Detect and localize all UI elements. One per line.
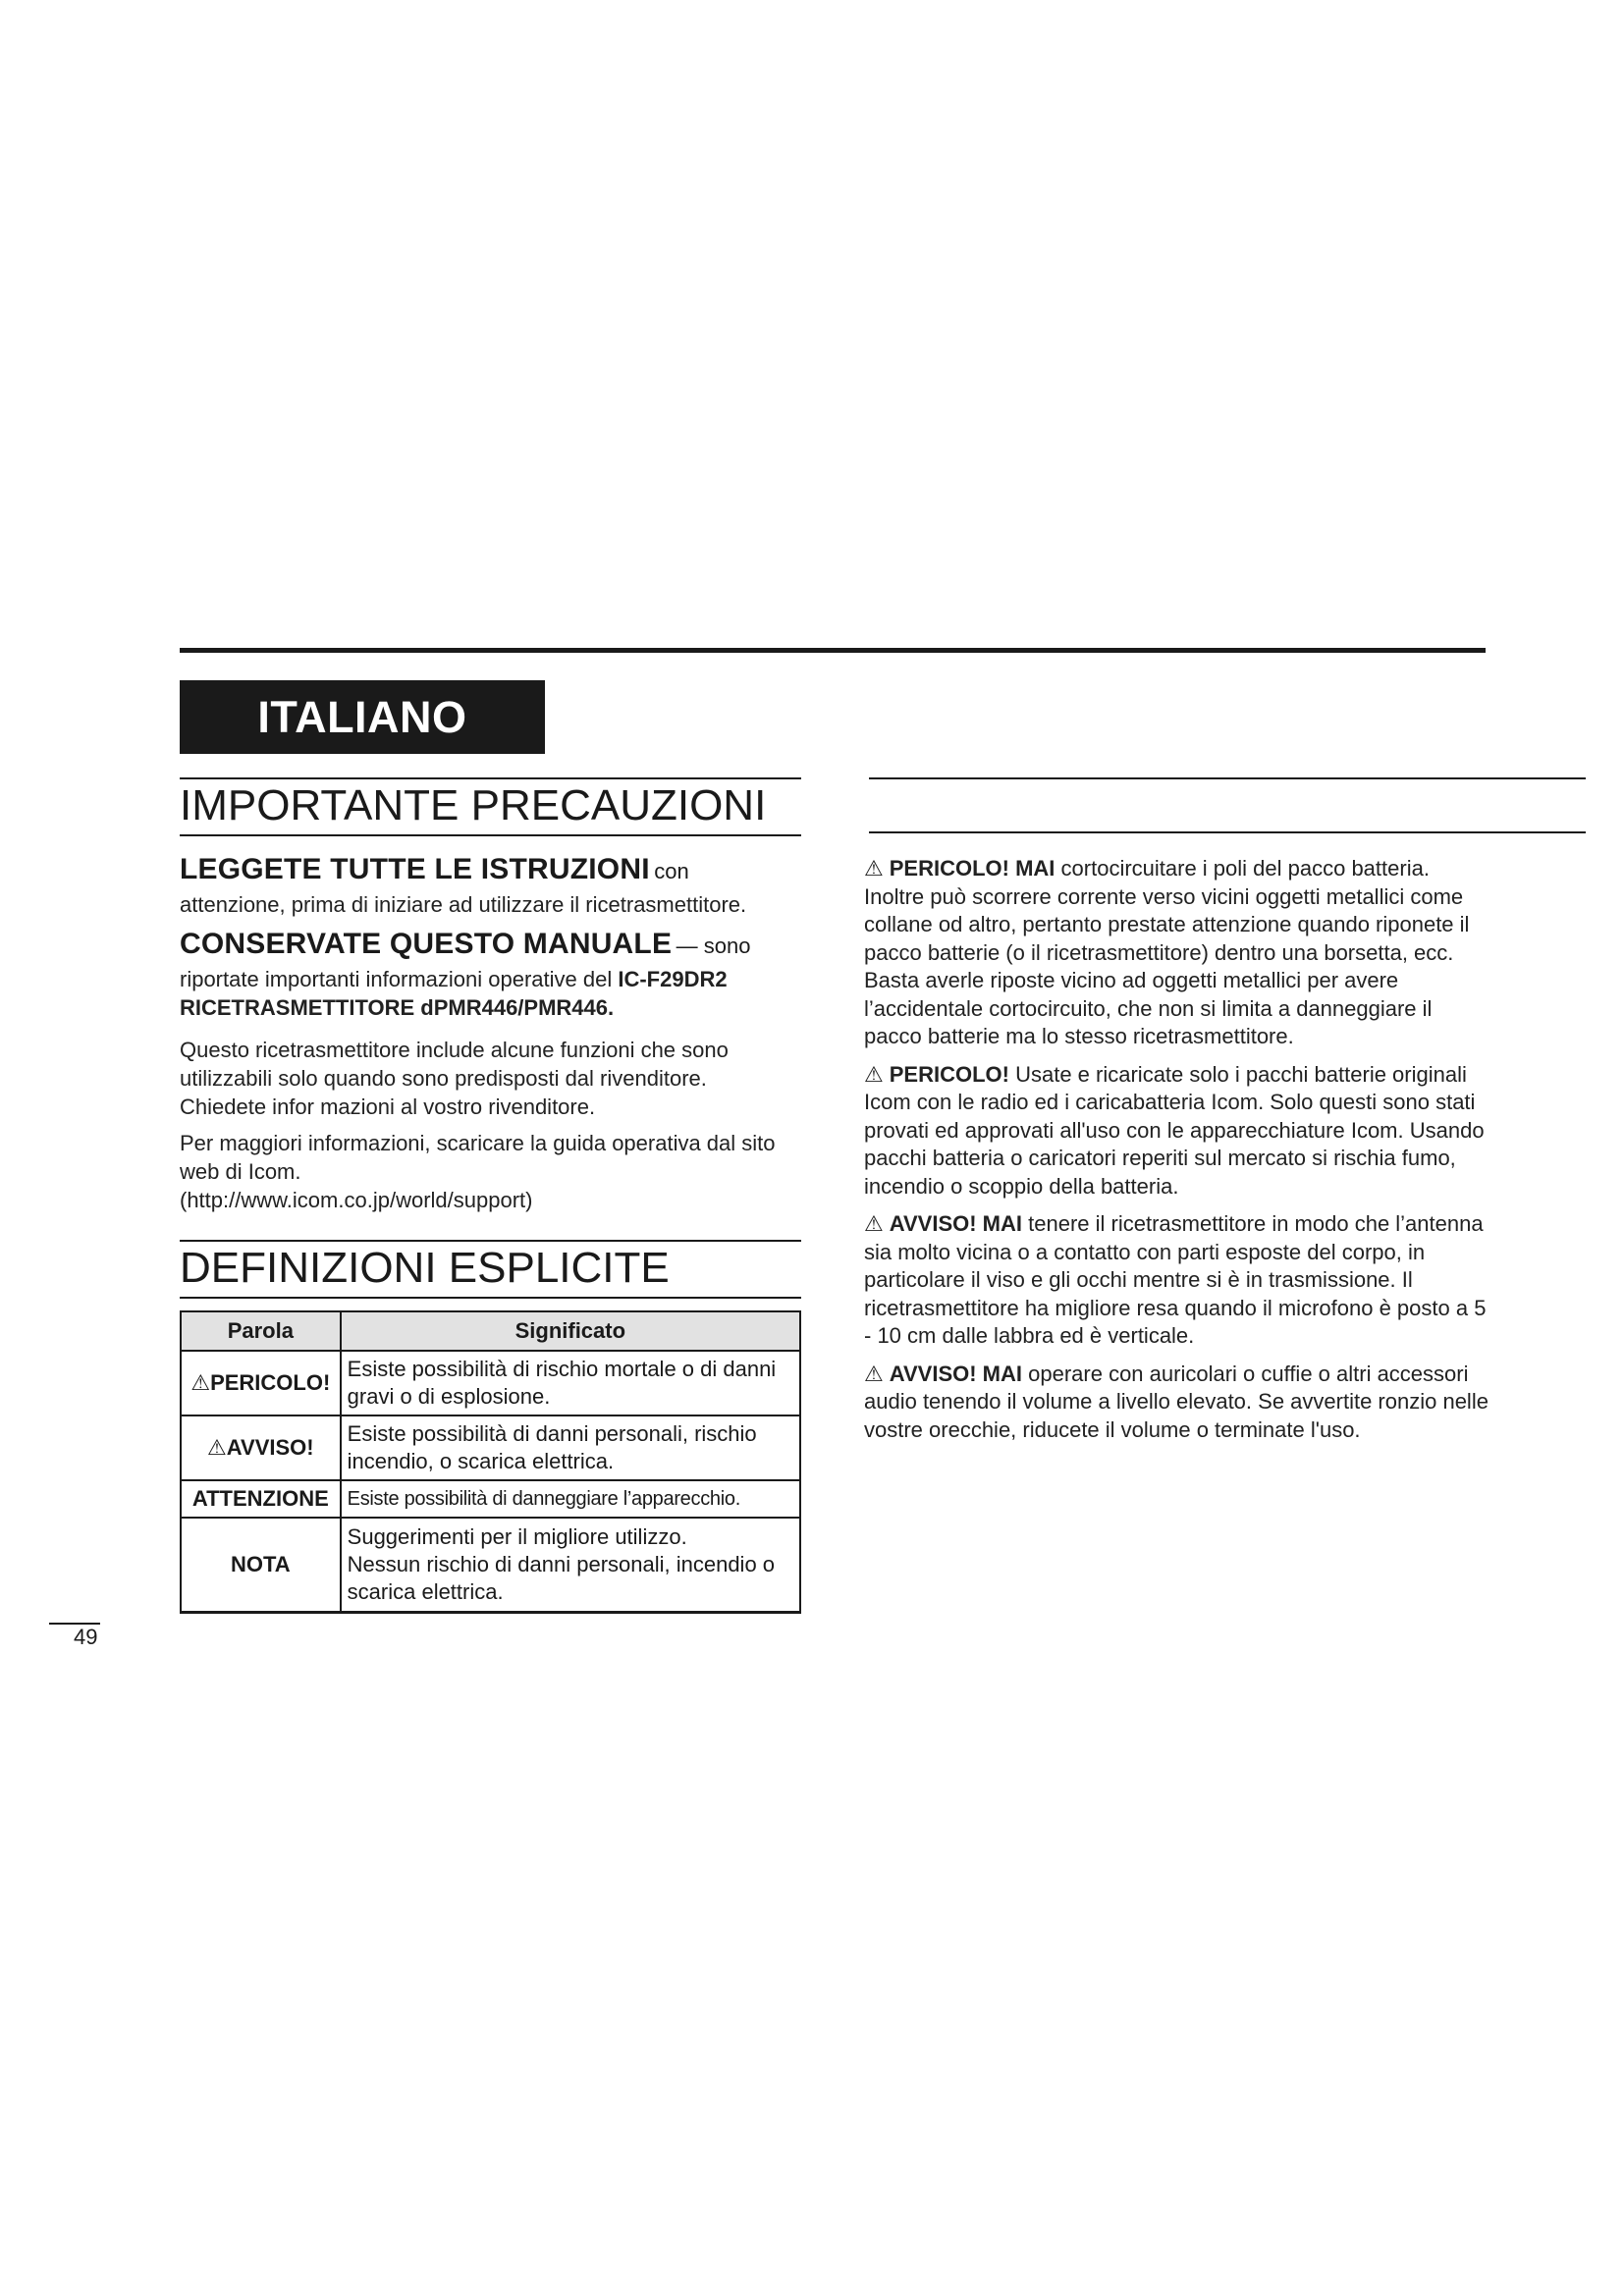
keep-manual-strong: CONSERVATE QUESTO MANUALE bbox=[180, 928, 673, 960]
more-info-url: (http://www.icom.co.jp/world/support) bbox=[180, 1188, 533, 1212]
warning-triangle-icon: ⚠ bbox=[864, 1361, 884, 1386]
word-attenzione: ATTENZIONE bbox=[181, 1480, 341, 1518]
table-header-row bbox=[181, 1311, 800, 1351]
table-row bbox=[181, 1518, 800, 1612]
warning-triangle-icon: ⚠ bbox=[864, 856, 884, 881]
warning-label: PERICOLO! bbox=[889, 1061, 1009, 1087]
meaning-attenzione: Esiste possibilità di danneggiare l’apparecchio. bbox=[341, 1480, 800, 1518]
top-rule bbox=[180, 648, 1486, 653]
keep-manual-text: riportate importanti informazioni operative del bbox=[180, 967, 613, 991]
keep-manual-text-line bbox=[180, 965, 808, 993]
read-all-strong: LEGGETE TUTTE LE ISTRUZIONI bbox=[180, 853, 650, 885]
definitions-heading-block bbox=[180, 1240, 801, 1299]
word-pericolo: ⚠PERICOLO! bbox=[181, 1351, 341, 1415]
warning-label: PERICOLO! MAI bbox=[889, 856, 1056, 881]
keep-manual-dash: — sono bbox=[676, 934, 751, 958]
table-row bbox=[181, 1351, 800, 1415]
header-meaning: Significato bbox=[341, 1311, 800, 1351]
warning-triangle-icon: ⚠ bbox=[864, 1211, 884, 1236]
definitions-rule-bottom bbox=[180, 1297, 801, 1299]
warning-paragraph-3 bbox=[864, 1210, 1492, 1351]
warning-paragraph-1 bbox=[864, 855, 1492, 1051]
read-all-rest-2: attenzione, prima di iniziare ad utilizzare il ricetrasmettitore. bbox=[180, 892, 747, 917]
warning-text-2: Basta averle riposte vicino ad oggetti metallici per avere l’accidentale cortocircuito, che non si limita a danneggiare il pacco batterie ma lo stesso ricetrasmettitore. bbox=[864, 968, 1433, 1048]
precautions-heading-block bbox=[180, 777, 801, 836]
warning-text: Usate e ricaricate solo i pacchi batterie originali Icom con le radio ed i caricabatteria Icom. Solo questi sono stati provati ed approvati all'uso con le apparecchiature Icom. Usando pacchi batteria o caricatori reperiti sul mercato si rischia fumo, incendio o scoppio della batteria. bbox=[864, 1061, 1485, 1199]
warning-text: tenere il ricetrasmettitore in modo che l’antenna sia molto vicina o a contatto con parti esposte del corpo, in particolare il viso e gli occhi mentre si è in trasmissione. Il ricetrasmettitore ha migliore resa quando il microfono è posto a 5 - 10 cm dalle labbra ed è verticale. bbox=[864, 1211, 1487, 1348]
warning-paragraph-2 bbox=[864, 1061, 1492, 1201]
warning-triangle-icon: ⚠ bbox=[864, 1061, 884, 1087]
features-paragraph: Questo ricetrasmettitore include alcune funzioni che sono utilizzabili solo quando sono predisposti dal rivenditore. Chiedete infor mazioni al vostro rivenditore. bbox=[180, 1038, 729, 1119]
meaning-nota-line2: Nessun rischio di danni personali, incendio o scarica elettrica. bbox=[347, 1551, 776, 1604]
read-all-paragraph bbox=[180, 854, 808, 890]
table-row bbox=[181, 1480, 800, 1518]
precautions-title: IMPORTANTE PRECAUZIONI bbox=[180, 781, 767, 829]
warning-label: AVVISO! MAI bbox=[889, 1211, 1022, 1236]
read-all-rest-1: con bbox=[654, 859, 689, 883]
right-heading-block bbox=[869, 777, 1586, 833]
meaning-avviso: Esiste possibilità di danni personali, rischio incendio, o scarica elettrica. bbox=[341, 1415, 800, 1480]
meaning-nota-line1: Suggerimenti per il migliore utilizzo. bbox=[347, 1523, 687, 1549]
word-avviso: ⚠AVVISO! bbox=[181, 1415, 341, 1480]
header-word: Parola bbox=[181, 1311, 341, 1351]
meaning-pericolo: Esiste possibilità di rischio mortale o di danni gravi o di esplosione. bbox=[341, 1351, 800, 1415]
definitions-table bbox=[180, 1310, 801, 1614]
keep-manual-paragraph bbox=[180, 929, 808, 965]
meaning-nota bbox=[341, 1518, 800, 1612]
keep-manual-model-2: RICETRASMETTITORE dPMR446/PMR446. bbox=[180, 995, 615, 1020]
keep-manual-model: IC-F29DR2 bbox=[618, 967, 728, 991]
right-heading-rule-bottom bbox=[869, 831, 1586, 833]
table-row bbox=[181, 1415, 800, 1480]
definitions-title: DEFINIZIONI ESPLICITE bbox=[180, 1244, 670, 1292]
word-nota: NOTA bbox=[181, 1518, 341, 1612]
warning-text: operare con auricolari o cuffie o altri accessori audio tenendo il volume a livello elevato. Se avvertite ronzio nelle vostre orecchie, riducete il volume o terminate l'uso. bbox=[864, 1361, 1489, 1442]
more-info-paragraph: Per maggiori informazioni, scaricare la guida operativa dal sito web di Icom. bbox=[180, 1131, 776, 1184]
language-banner: ITALIANO bbox=[180, 680, 545, 754]
warnings-column bbox=[864, 855, 1492, 1454]
page-number: 49 bbox=[74, 1625, 98, 1649]
warning-label: AVVISO! MAI bbox=[889, 1361, 1022, 1386]
heading-rule-bottom bbox=[180, 834, 801, 836]
precautions-body bbox=[180, 854, 808, 1214]
warning-text: cortocircuitare i poli del pacco batteria. Inoltre può scorrere corrente verso vicini oggetti metallici come collane od altro, pertanto prestate attenzione quando riponete il pacco batterie (o il ricetrasmettitore) dentro una borsetta, ecc. bbox=[864, 856, 1470, 965]
warning-paragraph-4 bbox=[864, 1361, 1492, 1445]
